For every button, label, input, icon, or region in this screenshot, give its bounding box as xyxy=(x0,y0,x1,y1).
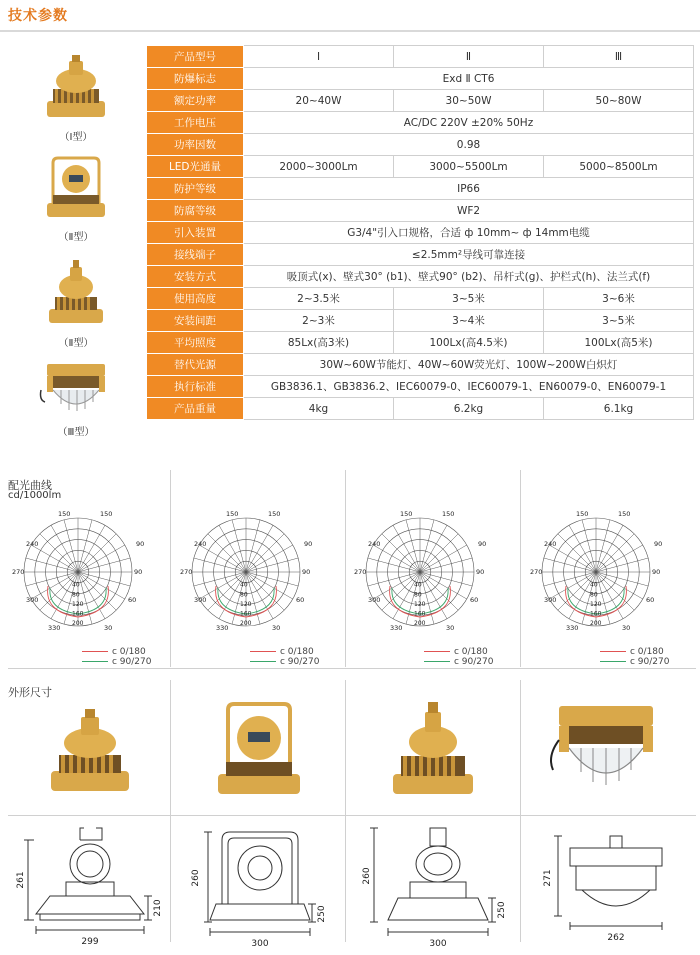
legend-label: c 90/270 xyxy=(630,657,670,667)
angle-label: 150 xyxy=(58,510,71,518)
angle-label: 30 xyxy=(446,624,455,632)
lamp-type3-image xyxy=(39,360,113,416)
radial-label: 160 xyxy=(72,610,84,618)
legend-swatch xyxy=(424,661,450,662)
radial-label: 120 xyxy=(414,600,426,608)
spec-row-label: LED光通量 xyxy=(147,156,244,178)
legend-swatch xyxy=(82,651,108,652)
angle-label: 150 xyxy=(100,510,113,518)
section-divider xyxy=(8,815,696,816)
variant-thumbnails xyxy=(8,45,144,442)
spec-row-label: 工作电压 xyxy=(147,112,244,134)
angle-label: 150 xyxy=(226,510,239,518)
spec-row xyxy=(147,68,694,90)
angle-label: 300 xyxy=(368,596,381,604)
spec-row xyxy=(147,266,694,288)
spec-header-cell: Ⅲ xyxy=(544,46,694,68)
radial-label: 200 xyxy=(240,620,252,628)
spec-row xyxy=(147,244,694,266)
angle-label: 270 xyxy=(12,568,25,576)
grid-divider xyxy=(170,470,171,667)
variant-thumb-3 xyxy=(8,257,144,349)
spec-row xyxy=(147,332,694,354)
dim-drawing-type2b xyxy=(358,822,518,950)
spec-row-label: 防腐等级 xyxy=(147,200,244,222)
spec-value-cell: 50~80W xyxy=(544,90,694,112)
angle-label: 90 xyxy=(654,540,663,548)
curve-legend xyxy=(250,647,319,667)
dim-drawing-type1 xyxy=(10,822,170,950)
radial-label: 80 xyxy=(590,591,598,599)
polar-chart xyxy=(180,510,325,635)
angle-label: 60 xyxy=(470,596,479,604)
spec-value-merged: G3/4"引入口规格，合适 ф 10mm~ ф 14mm电缆 xyxy=(244,222,694,244)
lamp-type2b-image xyxy=(41,257,111,327)
angle-label: 150 xyxy=(618,510,631,518)
spec-row xyxy=(147,310,694,332)
angle-label: 270 xyxy=(530,568,543,576)
angle-label: 60 xyxy=(646,596,655,604)
legend-swatch xyxy=(250,651,276,652)
spec-value-merged: 0.98 xyxy=(244,134,694,156)
spec-row xyxy=(147,222,694,244)
spec-row-label: 使用高度 xyxy=(147,288,244,310)
legend-item xyxy=(424,657,493,667)
spec-row-label: 额定功率 xyxy=(147,90,244,112)
radial-label: 40 xyxy=(240,581,248,589)
spec-row-label: 引入装置 xyxy=(147,222,244,244)
legend-item xyxy=(82,657,151,667)
spec-row-label: 功率因数 xyxy=(147,134,244,156)
legend-label: c 0/180 xyxy=(454,647,488,657)
angle-label: 90 xyxy=(134,568,143,576)
spec-value-merged: Exd Ⅱ CT6 xyxy=(244,68,694,90)
radial-label: 120 xyxy=(240,600,252,608)
section-divider xyxy=(8,668,696,669)
grid-divider xyxy=(520,680,521,942)
spec-row xyxy=(147,134,694,156)
variant-thumb-1 xyxy=(8,53,144,143)
product-photo-type2 xyxy=(212,700,306,800)
legend-label: c 90/270 xyxy=(280,657,320,667)
legend-item xyxy=(600,657,669,667)
dim-base-label: 250 xyxy=(497,901,507,919)
section-title: 技术参数 xyxy=(8,8,68,24)
spec-value-cell: 6.2kg xyxy=(394,398,544,420)
spec-value-merged: 吸顶式(x)、壁式30° (b1)、壁式90° (b2)、吊杆式(g)、护栏式(h)、法兰式(f) xyxy=(244,266,694,288)
legend-swatch xyxy=(600,661,626,662)
polar-chart xyxy=(354,510,499,635)
radial-label: 80 xyxy=(240,591,248,599)
light-curve-unit: cd/1000lm xyxy=(8,490,62,501)
product-photo-type3 xyxy=(545,700,665,800)
grid-divider xyxy=(345,680,346,942)
product-photo-type1 xyxy=(45,707,135,797)
spec-value-cell: 3~4米 xyxy=(394,310,544,332)
angle-label: 300 xyxy=(194,596,207,604)
spec-value-merged: GB3836.1、GB3836.2、IEC60079-0、IEC60079-1、EN60079-0、EN60079-1 xyxy=(244,376,694,398)
lamp-type1-image xyxy=(41,53,111,121)
dim-height-label: 260 xyxy=(362,867,372,885)
angle-label: 300 xyxy=(544,596,557,604)
lamp-type2-image xyxy=(41,155,111,221)
angle-label: 30 xyxy=(622,624,631,632)
spec-value-cell: 85Lx(高3米) xyxy=(244,332,394,354)
legend-item xyxy=(82,647,151,657)
angle-label: 240 xyxy=(26,540,39,548)
angle-label: 330 xyxy=(48,624,61,632)
angle-label: 90 xyxy=(478,540,487,548)
radial-label: 160 xyxy=(240,610,252,618)
dimensions-title: 外形尺寸 xyxy=(8,686,52,699)
legend-item xyxy=(250,647,319,657)
variant-caption: （Ⅰ型） xyxy=(59,132,93,143)
legend-swatch xyxy=(250,661,276,662)
spec-row xyxy=(147,90,694,112)
spec-row-label: 安装方式 xyxy=(147,266,244,288)
spec-value-cell: 3000~5500Lm xyxy=(394,156,544,178)
variant-caption: （Ⅱ型） xyxy=(58,232,94,243)
radial-label: 160 xyxy=(590,610,602,618)
spec-row-label: 产品型号 xyxy=(147,46,244,68)
light-curve-title: 配光曲线 xyxy=(8,479,52,492)
spec-row-label: 执行标准 xyxy=(147,376,244,398)
spec-row xyxy=(147,398,694,420)
spec-row xyxy=(147,354,694,376)
spec-value-cell: 2~3米 xyxy=(244,310,394,332)
spec-row-label: 防护等级 xyxy=(147,178,244,200)
angle-label: 300 xyxy=(26,596,39,604)
legend-item xyxy=(424,647,493,657)
spec-row xyxy=(147,112,694,134)
spec-value-merged: IP66 xyxy=(244,178,694,200)
spec-value-cell: 3~6米 xyxy=(544,288,694,310)
spec-value-cell: 2~3.5米 xyxy=(244,288,394,310)
legend-label: c 0/180 xyxy=(280,647,314,657)
legend-item xyxy=(250,657,319,667)
spec-row xyxy=(147,178,694,200)
spec-row-label: 产品重量 xyxy=(147,398,244,420)
legend-label: c 0/180 xyxy=(112,647,146,657)
spec-row-label: 平均照度 xyxy=(147,332,244,354)
dim-base-label: 250 xyxy=(317,905,327,923)
dim-width-label: 300 xyxy=(429,939,447,949)
radial-label: 80 xyxy=(414,591,422,599)
legend-label: c 90/270 xyxy=(112,657,152,667)
angle-label: 330 xyxy=(566,624,579,632)
legend-swatch xyxy=(600,651,626,652)
product-photo-type2b xyxy=(385,700,481,800)
radial-label: 160 xyxy=(414,610,426,618)
spec-row-label: 防爆标志 xyxy=(147,68,244,90)
angle-label: 90 xyxy=(302,568,311,576)
spec-row xyxy=(147,288,694,310)
spec-value-cell: 2000~3000Lm xyxy=(244,156,394,178)
dim-width-label: 299 xyxy=(81,937,99,947)
dim-height-label: 271 xyxy=(543,869,553,887)
spec-value-cell: 20~40W xyxy=(244,90,394,112)
variant-caption: （Ⅲ型） xyxy=(57,427,95,438)
spec-table xyxy=(146,45,694,420)
angle-label: 60 xyxy=(296,596,305,604)
angle-label: 240 xyxy=(544,540,557,548)
angle-label: 240 xyxy=(368,540,381,548)
radial-label: 80 xyxy=(72,591,80,599)
radial-label: 200 xyxy=(72,620,84,628)
dim-width-label: 262 xyxy=(607,933,625,943)
spec-value-merged: 30W~60W节能灯、40W~60W荧光灯、100W~200W白炽灯 xyxy=(244,354,694,376)
angle-label: 330 xyxy=(216,624,229,632)
angle-label: 90 xyxy=(652,568,661,576)
radial-label: 120 xyxy=(72,600,84,608)
spec-row-label: 安装间距 xyxy=(147,310,244,332)
angle-label: 90 xyxy=(136,540,145,548)
variant-thumb-2 xyxy=(8,155,144,243)
spec-header-cell: Ⅱ xyxy=(394,46,544,68)
spec-row xyxy=(147,156,694,178)
spec-value-merged: ≤2.5mm²导线可靠连接 xyxy=(244,244,694,266)
curve-legend xyxy=(82,647,151,667)
spec-header-cell: Ⅰ xyxy=(244,46,394,68)
radial-label: 120 xyxy=(590,600,602,608)
variant-caption: （Ⅱ型） xyxy=(58,338,94,349)
radial-label: 40 xyxy=(72,581,80,589)
dim-height-label: 261 xyxy=(16,871,26,889)
legend-swatch xyxy=(82,661,108,662)
spec-value-cell: 30~50W xyxy=(394,90,544,112)
angle-label: 270 xyxy=(354,568,367,576)
grid-divider xyxy=(520,470,521,667)
grid-divider xyxy=(345,470,346,667)
spec-value-cell: 6.1kg xyxy=(544,398,694,420)
angle-label: 270 xyxy=(180,568,193,576)
spec-row-label: 接线端子 xyxy=(147,244,244,266)
spec-value-cell: 100Lx(高4.5米) xyxy=(394,332,544,354)
spec-value-cell: 4kg xyxy=(244,398,394,420)
angle-label: 30 xyxy=(104,624,113,632)
dim-width-label: 300 xyxy=(251,939,269,949)
spec-value-merged: WF2 xyxy=(244,200,694,222)
grid-divider xyxy=(170,680,171,942)
dim-drawing-type3 xyxy=(530,822,694,950)
spec-row xyxy=(147,376,694,398)
variant-thumb-4 xyxy=(8,360,144,438)
radial-label: 40 xyxy=(414,581,422,589)
spec-value-merged: AC/DC 220V ±20% 50Hz xyxy=(244,112,694,134)
title-divider xyxy=(0,30,700,32)
spec-header-row xyxy=(147,46,694,68)
legend-label: c 0/180 xyxy=(630,647,664,657)
legend-label: c 90/270 xyxy=(454,657,494,667)
legend-swatch xyxy=(424,651,450,652)
curve-legend xyxy=(424,647,493,667)
legend-item xyxy=(600,647,669,657)
dim-height-label: 260 xyxy=(191,869,201,887)
angle-label: 330 xyxy=(390,624,403,632)
angle-label: 90 xyxy=(476,568,485,576)
dim-drawing-type2 xyxy=(182,822,342,950)
spec-value-cell: 5000~8500Lm xyxy=(544,156,694,178)
spec-value-cell: 3~5米 xyxy=(394,288,544,310)
angle-label: 60 xyxy=(128,596,137,604)
angle-label: 150 xyxy=(442,510,455,518)
spec-row-label: 替代光源 xyxy=(147,354,244,376)
polar-chart xyxy=(12,510,157,635)
radial-label: 200 xyxy=(590,620,602,628)
angle-label: 150 xyxy=(268,510,281,518)
polar-chart xyxy=(530,510,675,635)
spec-row xyxy=(147,200,694,222)
radial-label: 40 xyxy=(590,581,598,589)
angle-label: 150 xyxy=(576,510,589,518)
angle-label: 150 xyxy=(400,510,413,518)
angle-label: 240 xyxy=(194,540,207,548)
angle-label: 90 xyxy=(304,540,313,548)
radial-label: 200 xyxy=(414,620,426,628)
curve-legend xyxy=(600,647,669,667)
dim-base-label: 210 xyxy=(153,899,163,917)
angle-label: 30 xyxy=(272,624,281,632)
spec-value-cell: 100Lx(高5米) xyxy=(544,332,694,354)
spec-value-cell: 3~5米 xyxy=(544,310,694,332)
